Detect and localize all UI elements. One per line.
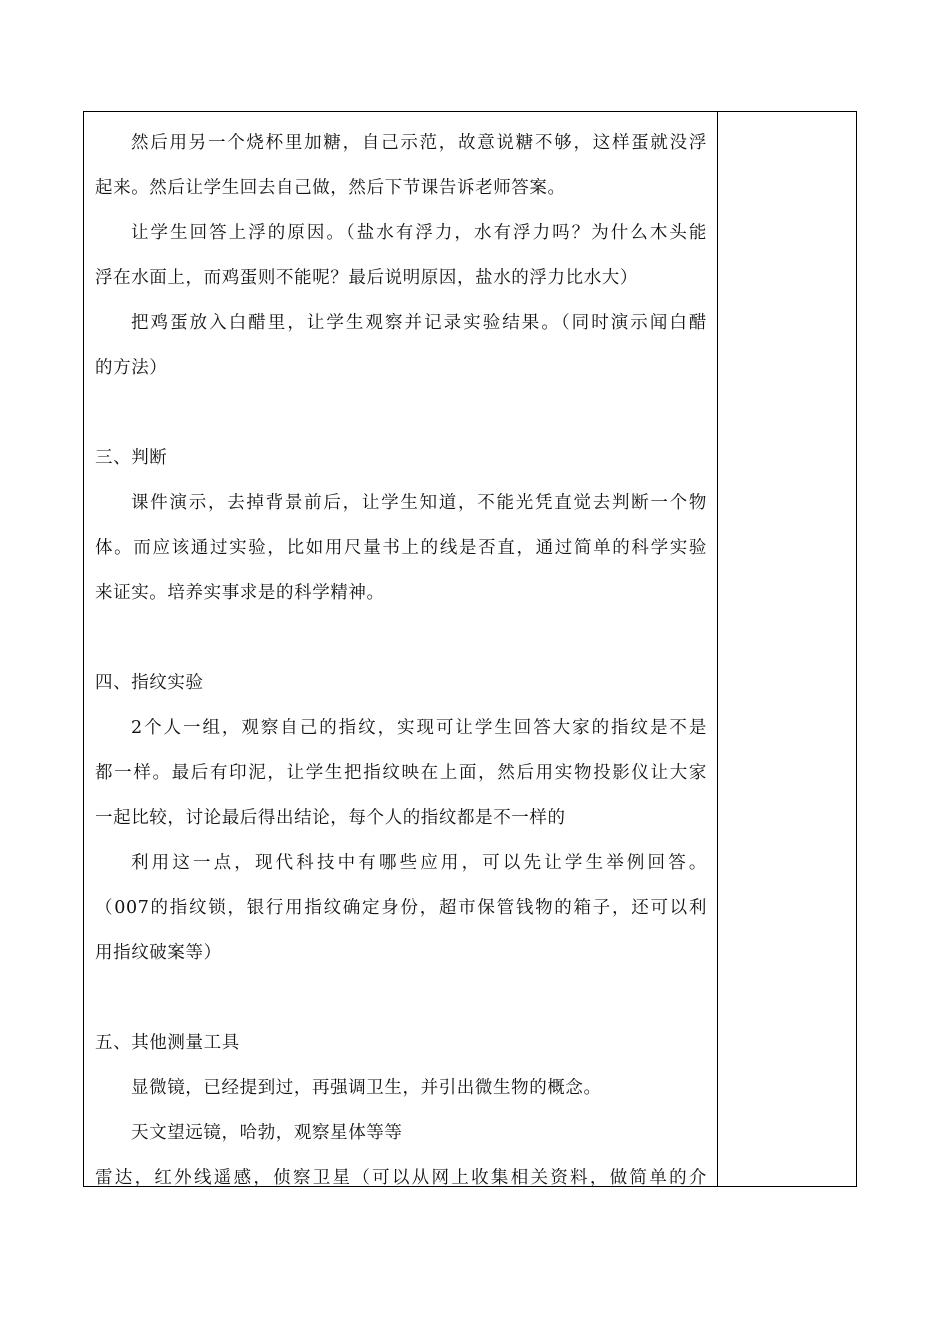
lesson-plan-table	[83, 111, 857, 1187]
text-line: 来证实。培养实事求是的科学精神。	[95, 583, 385, 603]
column-divider	[717, 112, 718, 1186]
lesson-content-cell	[95, 121, 707, 1201]
blank-line	[95, 976, 707, 1021]
section-heading: 五、其他测量工具	[95, 1033, 240, 1053]
text-line: 一起比较，讨论最后得出结论，每个人的指纹都是不一样的	[95, 808, 566, 828]
text-line: 浮在水面上，而鸡蛋则不能呢？最后说明原因，盐水的浮力比水大）	[95, 268, 638, 288]
text-line: 的方法）	[95, 358, 168, 378]
text-line: 起来。然后让学生回去自己做，然后下节课告诉老师答案。	[95, 178, 566, 198]
text-line: 让学生回答上浮的原因。（盐水有浮力，水有浮力吗？为什么木头能	[131, 223, 707, 243]
text-line: 天文望远镜，哈勃，观察星体等等	[131, 1123, 403, 1143]
text-line: （007的指纹锁，银行用指纹确定身份，超市保管钱物的箱子，还可以利	[95, 898, 707, 918]
text-line: 体。而应该通过实验，比如用尺量书上的线是否直，通过简单的科学实验	[95, 538, 707, 558]
text-line: 都一样。最后有印泥，让学生把指纹映在上面，然后用实物投影仪让大家	[95, 763, 707, 783]
text-line: 显微镜，已经提到过，再强调卫生，并引出微生物的概念。	[131, 1078, 602, 1098]
blank-line	[95, 391, 707, 436]
text-line: 然后用另一个烧杯里加糖，自己示范，故意说糖不够，这样蛋就没浮	[131, 133, 707, 153]
section-heading: 三、判断	[95, 448, 168, 468]
text-line: 课件演示，去掉背景前后，让学生知道，不能光凭直觉去判断一个物	[131, 493, 707, 513]
blank-line	[95, 616, 707, 661]
text-line: 把鸡蛋放入白醋里，让学生观察并记录实验结果。（同时演示闻白醋	[131, 313, 707, 333]
section-heading: 四、指纹实验	[95, 673, 204, 693]
text-line: 利用这一点，现代科技中有哪些应用，可以先让学生举例回答。	[131, 853, 707, 873]
text-line: 用指纹破案等）	[95, 943, 222, 963]
text-line: 雷达，红外线遥感，侦察卫星（可以从网上收集相关资料，做简单的介	[95, 1168, 707, 1188]
text-line: 2个人一组，观察自己的指纹，实现可让学生回答大家的指纹是不是	[131, 718, 707, 738]
